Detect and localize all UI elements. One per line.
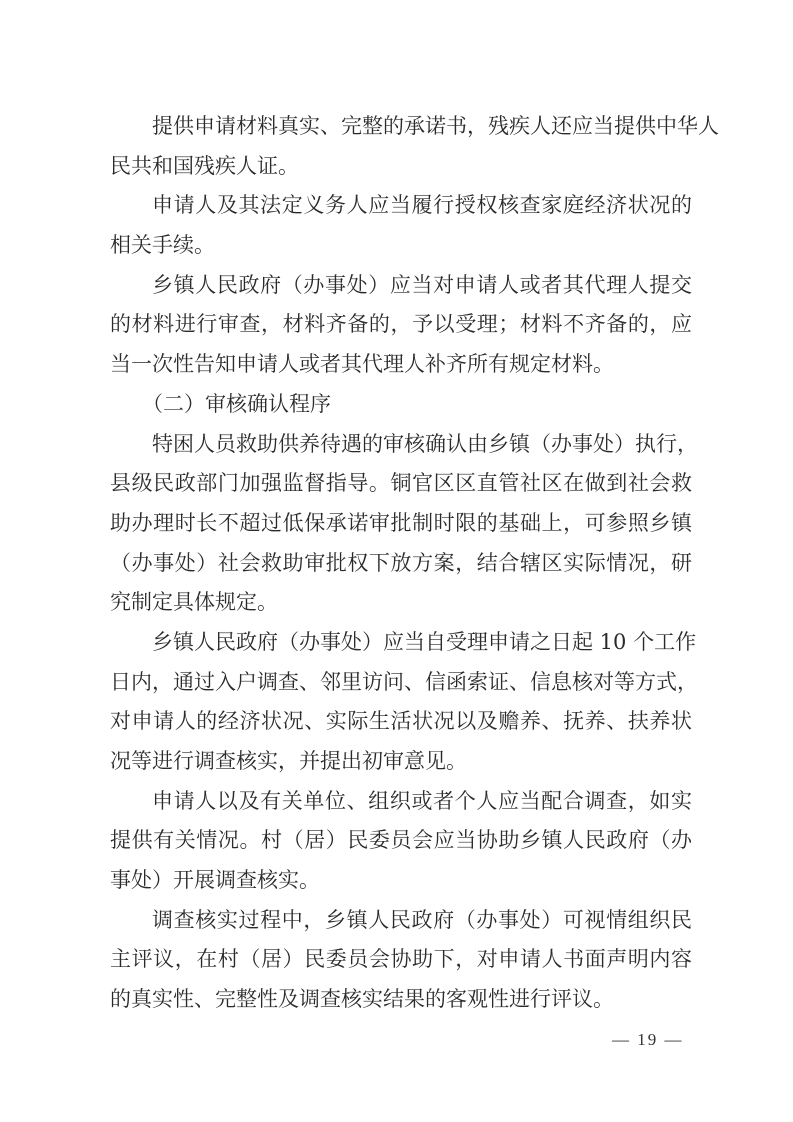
text-line: 相关手续。 [110,233,215,258]
text-line: 助办理时长不超过低保承诺审批制时限的基础上，可参照乡镇 [110,510,692,535]
text-line: 县级民政部门加强监督指导。铜官区区直管社区在做到社会救 [110,471,692,496]
page-number: — 19 — [612,1030,684,1049]
text-line: 提供有关情况。村（居）民委员会应当协助乡镇人民政府（办 [110,828,692,853]
section-heading [110,385,692,425]
paragraph [110,901,692,1020]
paragraph [110,425,698,623]
text-line: 民共和国残疾人证。 [110,153,299,178]
paragraph [110,186,692,265]
text-line: 主评议，在村（居）民委员会协助下，对申请人书面声明内容 [110,947,692,972]
text-line: 申请人以及有关单位、组织或者个人应当配合调查，如实 [152,788,692,813]
text-line: 特困人员救助供养待遇的审核确认由乡镇（办事处）执行， [152,431,698,456]
text-line: 况等进行调查核实，并提出初审意见。 [110,749,467,773]
text-line: 日内，通过入户调查、邻里访问、信函索证、信息核对等方式， [110,669,698,694]
text-line: 究制定具体规定。 [110,590,278,615]
paragraph [110,107,719,186]
text-line: 申请人及其法定义务人应当履行授权核查家庭经济状况的 [152,193,692,218]
text-line: 对申请人的经济状况、实际生活状况以及赡养、抚养、扶养状 [110,709,692,734]
text-line: （办事处）社会救助审批权下放方案，结合辖区实际情况，研 [110,550,692,575]
paragraph [110,266,692,385]
text-line: 乡镇人民政府（办事处）应当对申请人或者其代理人提交 [152,272,692,297]
paragraph [110,782,692,901]
text-line: 的材料进行审查，材料齐备的，予以受理；材料不齐备的，应 [110,312,692,337]
text-line: 乡镇人民政府（办事处）应当自受理申请之日起 10 个工作 [152,629,697,654]
text-line: 事处）开展调查核实。 [110,868,320,893]
document-body [110,107,719,1020]
text-line: 的真实性、完整性及调查核实结果的客观性进行评议。 [110,987,614,1012]
text-line: （二）审核确认程序 [142,391,331,416]
text-line: 当一次性告知申请人或者其代理人补齐所有规定材料。 [110,352,614,377]
text-line: 调查核实过程中，乡镇人民政府（办事处）可视情组织民 [152,907,692,932]
paragraph [110,623,698,782]
text-line: 提供申请材料真实、完整的承诺书，残疾人还应当提供中华人 [152,114,719,138]
